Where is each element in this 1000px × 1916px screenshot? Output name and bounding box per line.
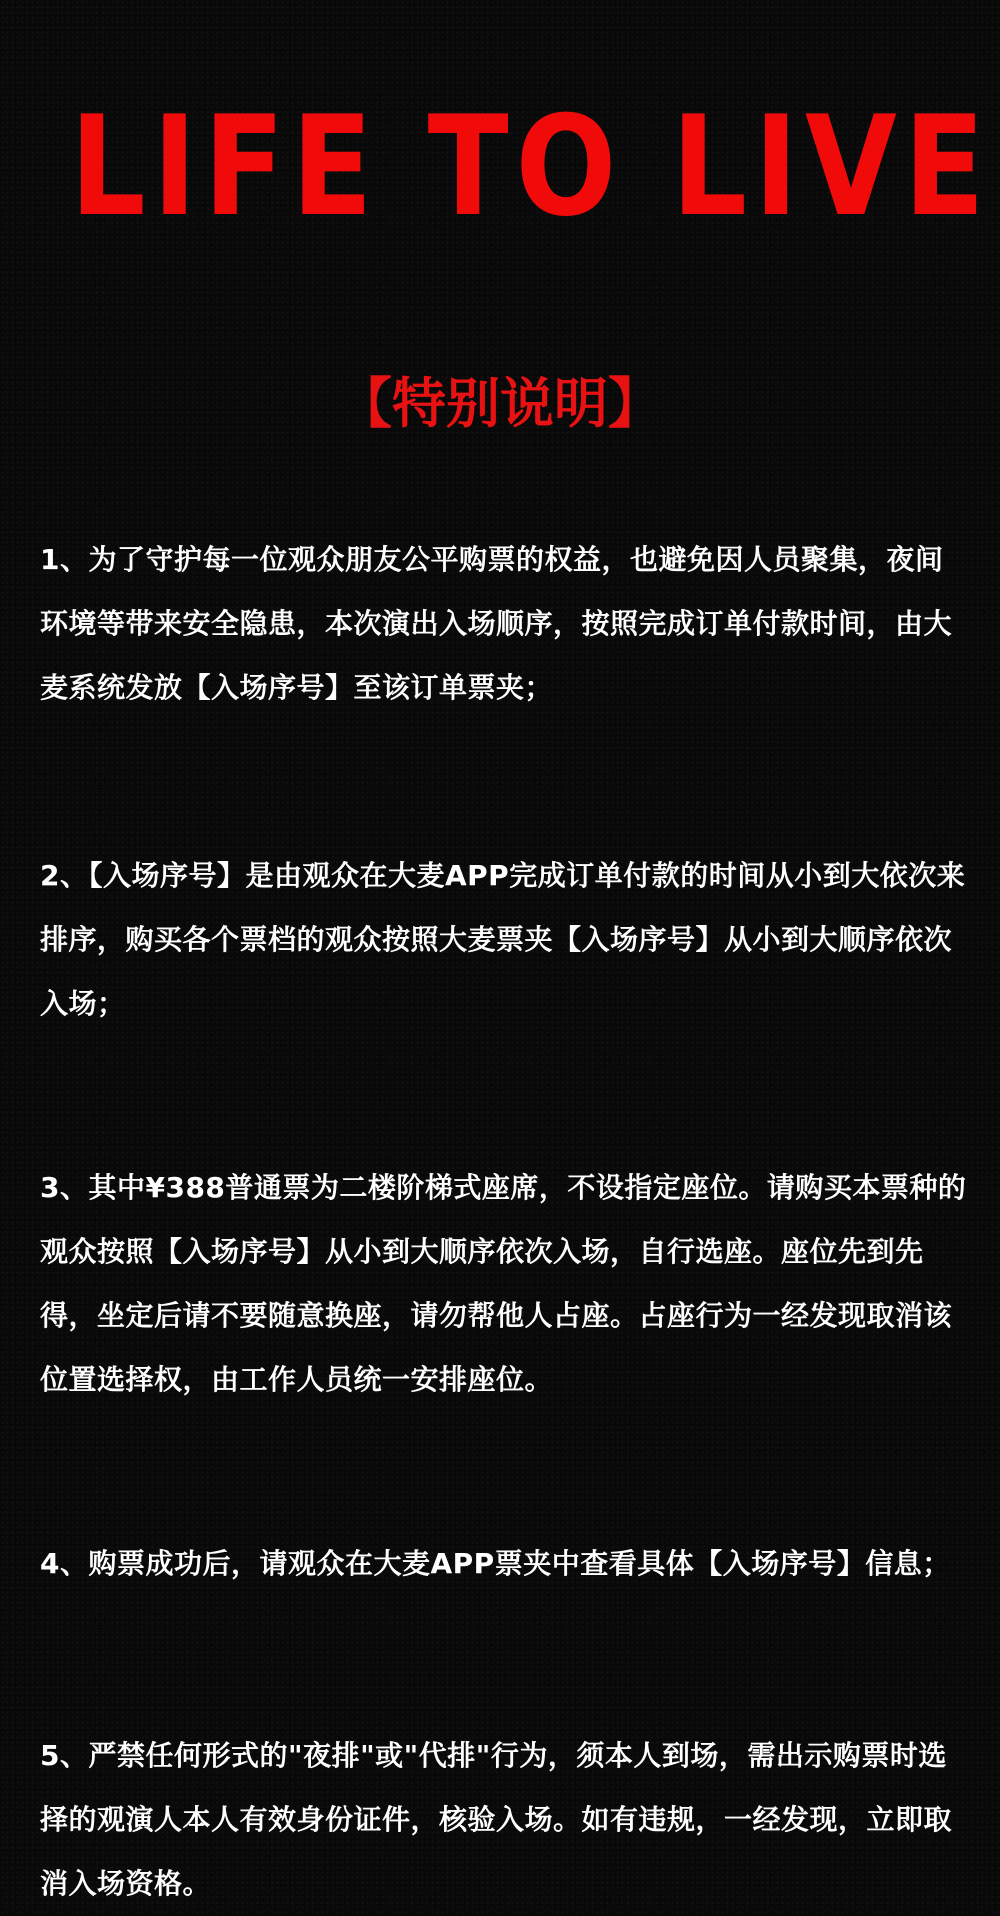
- notice-item-2: 2、【入场序号】是由观众在大麦APP完成订单付款的时间从小到大依次来排序，购买各个票档的观众按照大麦票夹【入场序号】从小到大顺序依次入场；: [40, 859, 966, 1020]
- headline: LIFE TO LIVE: [70, 86, 992, 247]
- notice-item-1: 1、为了守护每一位观众朋友公平购票的权益，也避免因人员聚集，夜间环境等带来安全隐患，本次演出入场顺序，按照完成订单付款时间，由大麦系统发放【入场序号】至该订单票夹；: [40, 543, 953, 704]
- notice-item-3: 3、其中¥388普通票为二楼阶梯式座席，不设指定座位。请购买本票种的观众按照【入场序号】从小到大顺序依次入场，自行选座。座位先到先得，坐定后请不要随意换座，请勿帮他人占座。占座行为一经发现取消该位置选择权，由工作人员统一安排座位。: [40, 1171, 967, 1396]
- notice-item-5: 5、严禁任何形式的"夜排"或"代排"行为，须本人到场，需出示购票时选择的观演人本人有效身份证件，核验入场。如有违规，一经发现，立即取消入场资格。: [40, 1739, 953, 1900]
- notice-item-4: 4、购票成功后，请观众在大麦APP票夹中查看具体【入场序号】信息；: [40, 1547, 951, 1580]
- section-title: 【特别说明】: [338, 372, 662, 435]
- notice-list: [40, 528, 968, 1916]
